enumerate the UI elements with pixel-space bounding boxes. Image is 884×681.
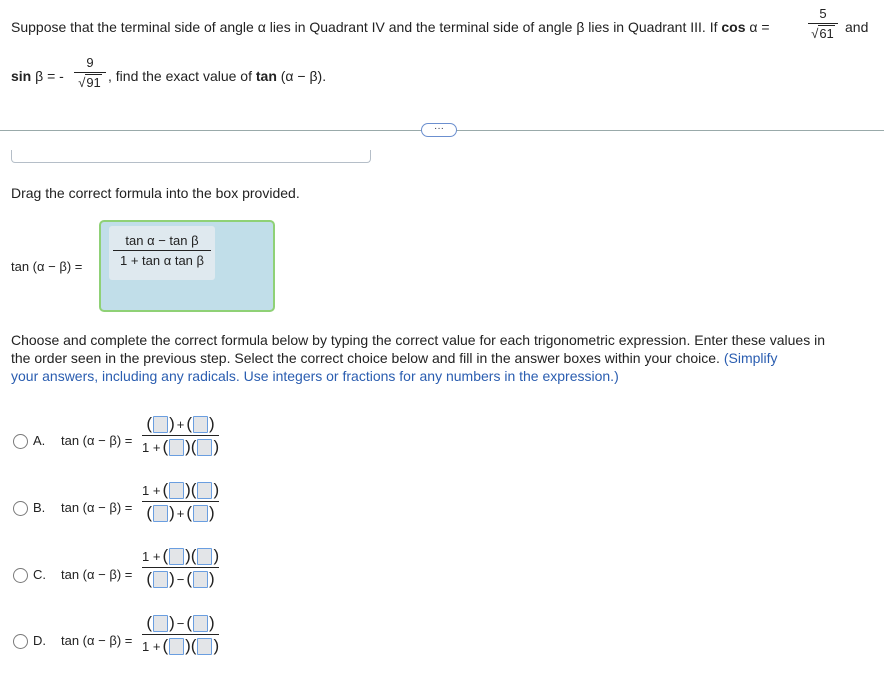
simplify-hint: (Simplify — [723, 350, 778, 366]
answer-box[interactable] — [169, 482, 184, 499]
right-paren: ) — [213, 546, 220, 565]
choice-b-label[interactable] — [33, 500, 45, 515]
denominator-lead: 1 + — [142, 439, 161, 455]
choice-a-lhs: tan (α − β) = — [61, 433, 133, 448]
formula-fraction — [113, 233, 211, 268]
left-paren: ( — [186, 569, 193, 588]
formula-numerator: tan α − tan β — [125, 233, 199, 248]
cos-label: cos — [721, 19, 746, 35]
numerator — [142, 480, 219, 500]
problem-line-1 — [11, 19, 770, 35]
answer-box[interactable] — [153, 416, 168, 433]
left-paren: ( — [186, 503, 193, 522]
target-expression: (α − β). — [280, 68, 327, 84]
formula-lhs: tan (α − β) = — [11, 259, 83, 274]
answer-box[interactable] — [169, 638, 184, 655]
choice-c-fraction — [142, 546, 219, 589]
answer-box[interactable] — [197, 439, 212, 456]
collapsed-previous-step — [11, 150, 371, 163]
numerator-lead: 1 + — [142, 548, 161, 564]
operator: − — [176, 615, 185, 631]
alpha-symbol: α — [257, 19, 266, 35]
left-paren: ( — [190, 480, 197, 499]
answer-box[interactable] — [193, 571, 208, 588]
cos-alpha-fraction — [808, 6, 838, 41]
formula-drop-box[interactable] — [99, 220, 275, 312]
right-paren: ) — [185, 636, 191, 655]
right-paren: ) — [185, 437, 191, 456]
right-paren: ) — [213, 437, 220, 456]
and-text: and — [845, 19, 869, 35]
choice-a-label[interactable] — [33, 433, 45, 448]
fraction-bar — [808, 23, 838, 24]
right-paren: ) — [209, 569, 215, 588]
right-paren: ) — [209, 414, 215, 433]
problem-text: Suppose that the terminal side of angle — [11, 19, 254, 35]
sin-beta-label — [11, 68, 64, 84]
alpha-symbol: α — [749, 19, 758, 35]
answer-box[interactable] — [197, 548, 212, 565]
denominator — [146, 503, 214, 523]
left-paren: ( — [162, 437, 169, 456]
answer-box[interactable] — [153, 505, 168, 522]
left-paren: ( — [146, 613, 153, 632]
fraction-bar — [142, 567, 219, 568]
fraction-denominator: √91 — [78, 75, 101, 90]
problem-text: lies in Quadrant IV and the terminal side of angle — [269, 19, 573, 35]
choice-b-fraction — [142, 480, 219, 523]
step2-line-1: Choose and complete the correct formula below by typing the correct value for each trigonometric expression. Enter these values in — [11, 332, 825, 348]
right-paren: ) — [185, 480, 191, 499]
numerator — [146, 414, 214, 434]
find-instruction — [108, 68, 326, 84]
fraction-bar — [74, 72, 106, 73]
answer-box[interactable] — [153, 571, 168, 588]
answer-box[interactable] — [193, 505, 208, 522]
denominator — [142, 636, 219, 656]
choice-letter: D. — [33, 633, 46, 648]
right-paren: ) — [169, 503, 175, 522]
answer-box[interactable] — [153, 615, 168, 632]
fraction-bar — [113, 250, 211, 251]
choice-a-radio[interactable] — [13, 434, 28, 449]
choice-d-lhs: tan (α − β) = — [61, 633, 133, 648]
right-paren: ) — [185, 546, 191, 565]
answer-box[interactable] — [169, 439, 184, 456]
more-options-button[interactable]: ··· — [421, 123, 457, 137]
fraction-denominator: √61 — [811, 26, 834, 41]
answer-box[interactable] — [193, 615, 208, 632]
right-paren: ) — [209, 503, 215, 522]
fraction-bar — [142, 435, 219, 436]
left-paren: ( — [190, 546, 197, 565]
formula-denominator: 1 + tan α tan β — [119, 253, 205, 268]
choice-d-fraction — [142, 613, 219, 656]
choice-d-radio[interactable] — [13, 634, 28, 649]
radicand: 61 — [819, 26, 834, 41]
fraction-numerator: 9 — [86, 55, 94, 70]
denominator — [142, 437, 219, 457]
choice-letter: C. — [33, 567, 46, 582]
answer-box[interactable] — [193, 416, 208, 433]
choice-c-lhs: tan (α − β) = — [61, 567, 133, 582]
choice-c-label[interactable] — [33, 567, 46, 582]
equals-sign: = — [47, 68, 56, 84]
sin-label: sin — [11, 68, 32, 84]
problem-text: , find the exact value of — [108, 68, 252, 84]
beta-symbol: β — [576, 19, 585, 35]
right-paren: ) — [213, 636, 220, 655]
equals-sign: = — [761, 19, 770, 35]
numerator — [142, 546, 219, 566]
choice-letter: B. — [33, 500, 46, 515]
denominator-lead: 1 + — [142, 638, 161, 654]
denominator — [146, 569, 214, 589]
fraction-bar — [142, 501, 219, 502]
fraction-numerator: 5 — [819, 6, 827, 21]
numerator — [146, 613, 214, 633]
minus-sign: - — [59, 68, 64, 84]
right-paren: ) — [213, 480, 220, 499]
instruction-text: the order seen in the previous step. Select the correct choice below and fill in the answer boxes within your choice. — [11, 350, 720, 366]
right-paren: ) — [209, 613, 215, 632]
operator: − — [176, 571, 185, 587]
left-paren: ( — [146, 503, 153, 522]
choice-c-radio[interactable] — [13, 568, 28, 583]
problem-text: lies in Quadrant III. If — [588, 19, 718, 35]
choice-a-fraction — [142, 414, 219, 457]
left-paren: ( — [162, 480, 169, 499]
drag-instruction: Drag the correct formula into the box provided. — [11, 185, 300, 201]
beta-symbol: β — [35, 68, 44, 84]
left-paren: ( — [190, 437, 197, 456]
choice-b-radio[interactable] — [13, 501, 28, 516]
sin-beta-fraction — [74, 55, 106, 90]
answer-box[interactable] — [197, 638, 212, 655]
left-paren: ( — [146, 569, 153, 588]
step2-line-2 — [11, 350, 778, 366]
left-paren: ( — [162, 546, 169, 565]
left-paren: ( — [146, 414, 153, 433]
operator: + — [176, 416, 185, 432]
radicand: 91 — [86, 75, 101, 90]
step2-line-3: your answers, including any radicals. Use integers or fractions for any numbers in the expression.) — [11, 368, 619, 384]
right-paren: ) — [169, 613, 175, 632]
numerator-lead: 1 + — [142, 482, 161, 498]
right-paren: ) — [169, 414, 175, 433]
choice-letter: A. — [33, 433, 46, 448]
draggable-formula-tile[interactable] — [109, 226, 215, 280]
fraction-bar — [142, 634, 219, 635]
choice-b-lhs: tan (α − β) = — [61, 500, 133, 515]
tan-label: tan — [255, 68, 277, 84]
left-paren: ( — [162, 636, 169, 655]
left-paren: ( — [186, 414, 193, 433]
answer-box[interactable] — [169, 548, 184, 565]
right-paren: ) — [169, 569, 175, 588]
operator: + — [176, 505, 185, 521]
left-paren: ( — [186, 613, 193, 632]
left-paren: ( — [190, 636, 197, 655]
answer-box[interactable] — [197, 482, 212, 499]
choice-d-label[interactable] — [33, 633, 46, 648]
